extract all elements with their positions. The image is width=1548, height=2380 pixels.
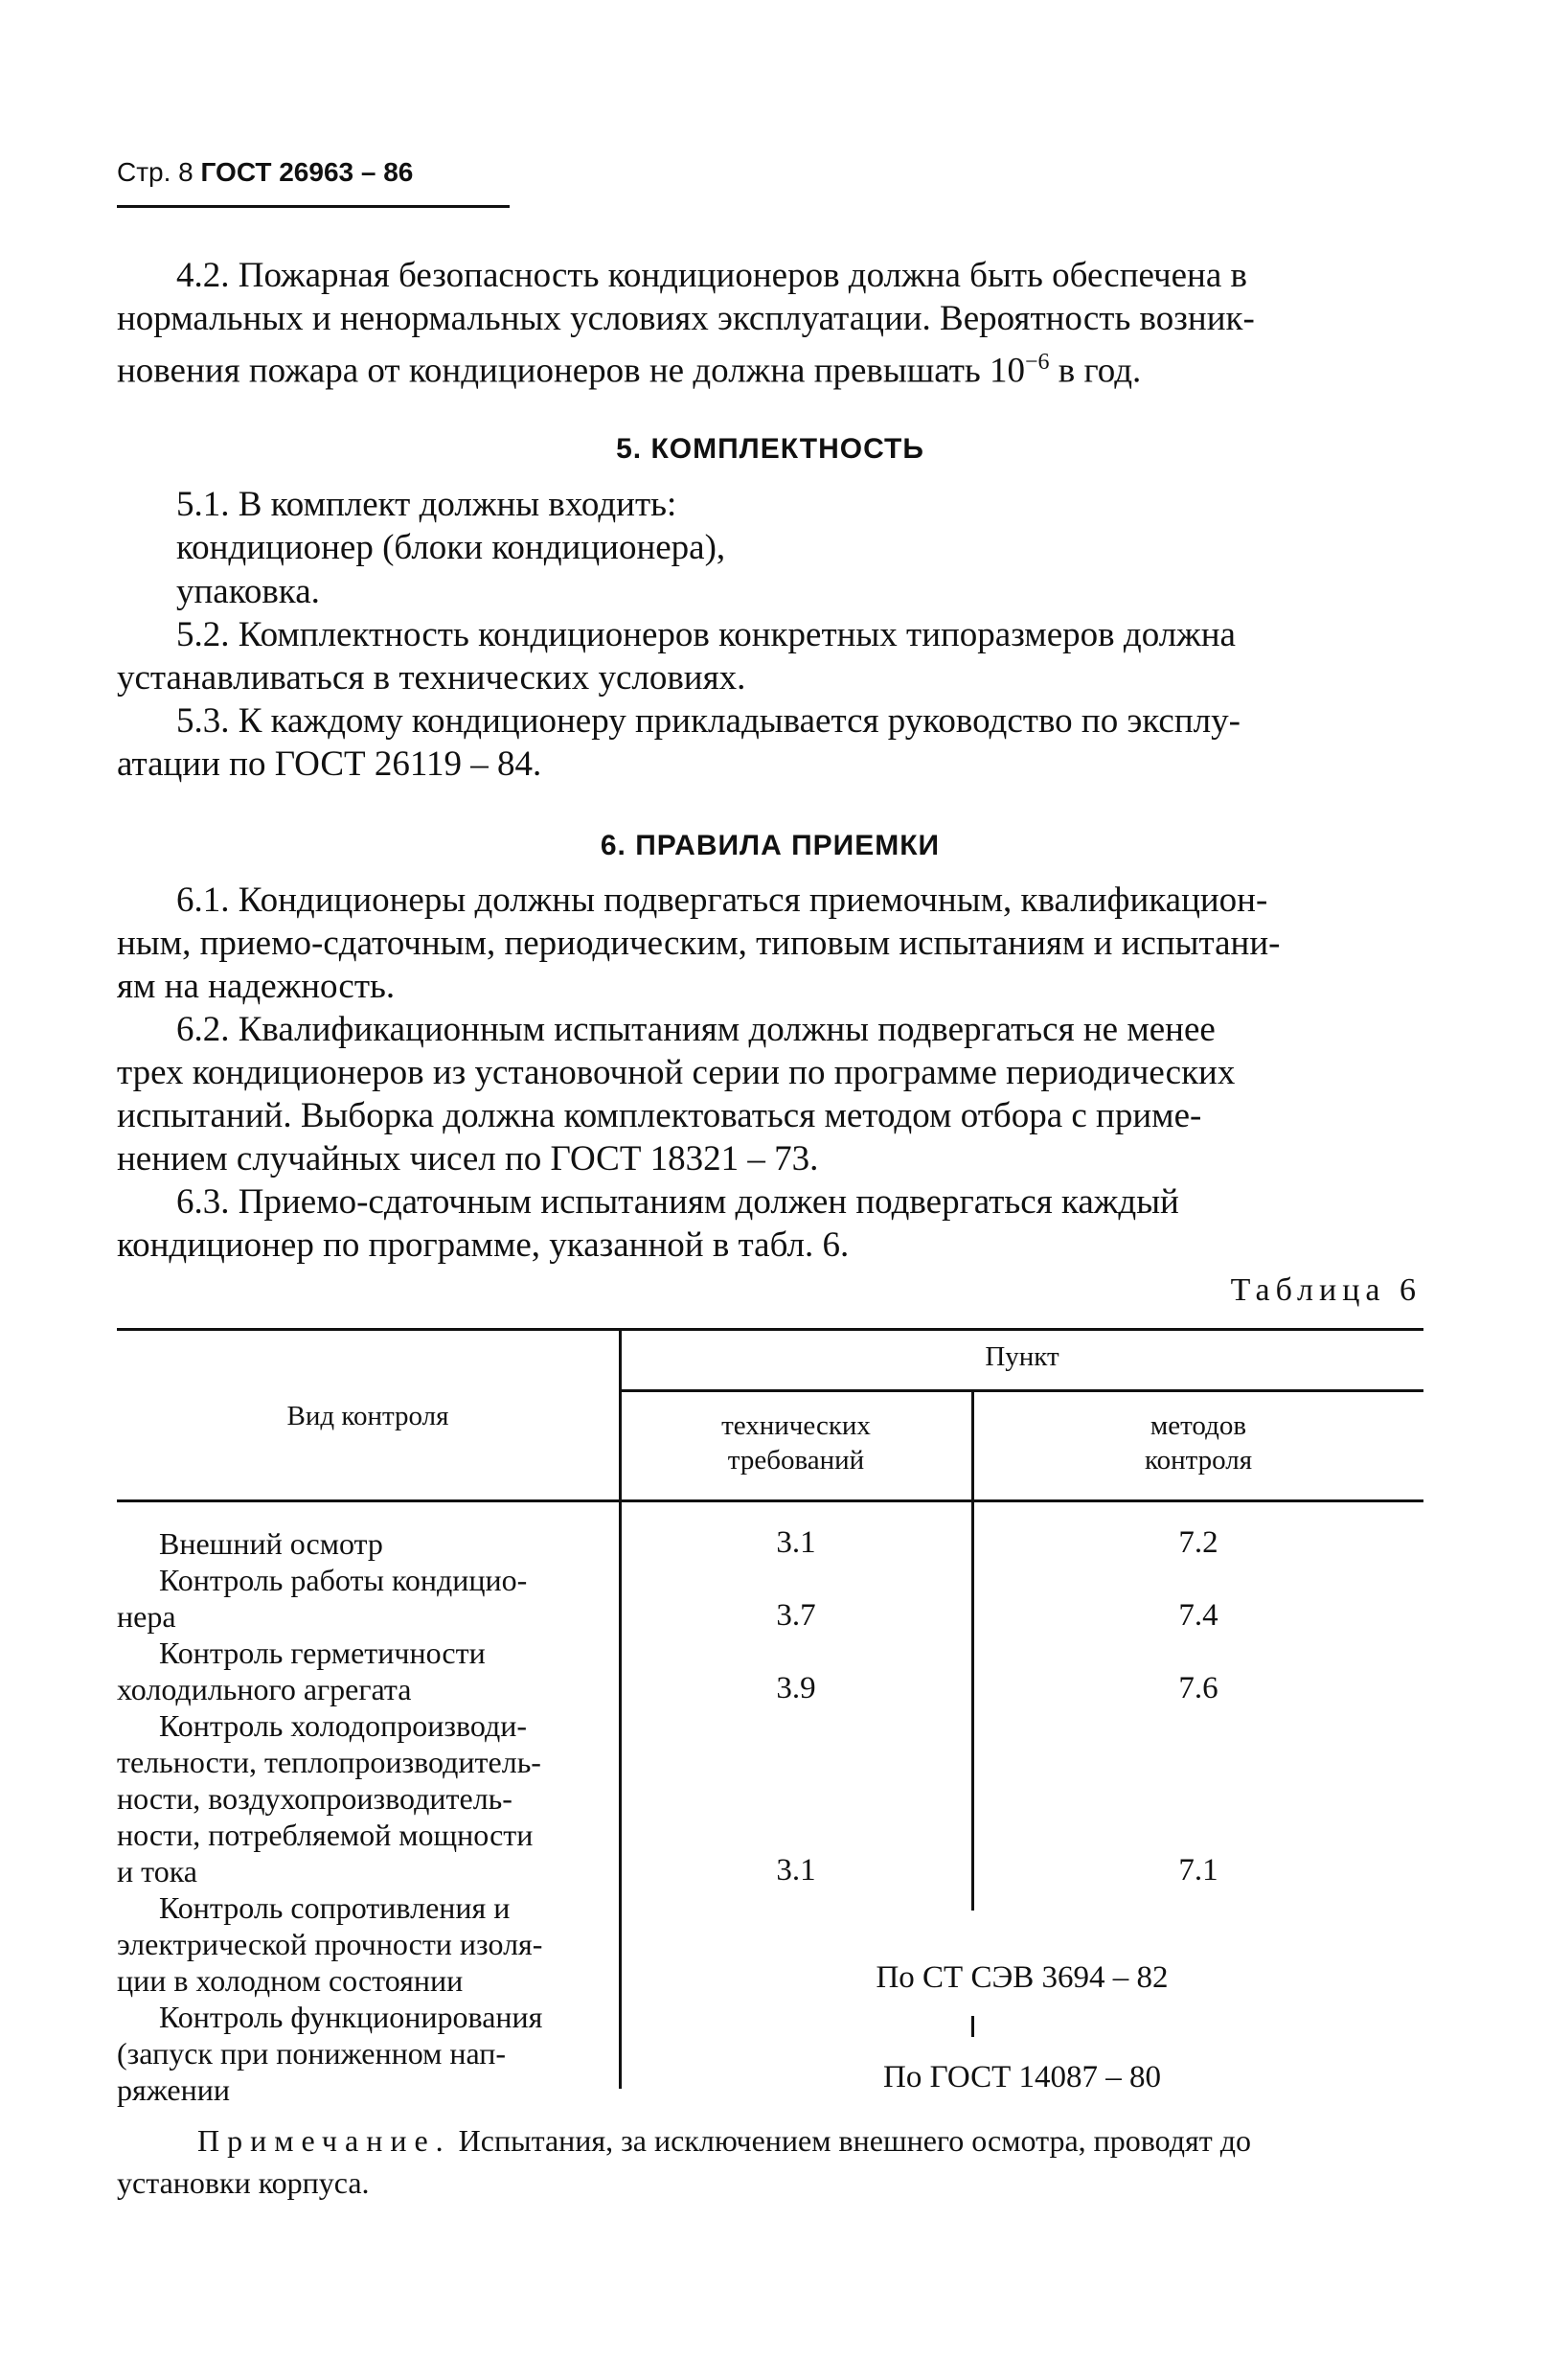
table-row [117,1999,542,2108]
para-4-2-line-1: 4.2. Пожарная безопасность кондиционеров должна быть обеспечена в [176,256,1247,295]
row-5-line-3: ции в холодном состоянии [117,1963,464,1998]
table-row [117,1707,541,1889]
header-method [973,1408,1423,1477]
table-caption: Таблица 6 [1230,1272,1422,1308]
table-row [117,1525,383,1562]
row-5-line-2: электрической прочности изоля- [117,1927,543,1961]
para-5-2-line-1: 5.2. Комплектность кондиционеров конкретных типоразмеров должна [176,615,1236,654]
para-4-2-tail: в год. [1049,351,1142,391]
page-label: Стр. 8 [117,157,194,187]
para-6-2-line-2: трех кондиционеров из установочной серии по программе периодических [117,1053,1236,1092]
row-4-line-2: тельности, теплопроизводитель- [117,1745,541,1779]
row-3-tech: 3.9 [776,1671,816,1705]
table-subheader-rule [621,1389,1423,1392]
row-2-line-1: Контроль работы кондицио- [159,1563,528,1597]
note-text: Испытания, за исключением внешнего осмотра, проводят до [450,2123,1251,2158]
para-6-1-line-2: ным, приемо-сдаточным, периодическим, типовым испытаниям и испытани- [117,924,1281,963]
header-tech-req [621,1408,971,1477]
header-tech-line-1: технических [721,1410,871,1441]
row-2-line-2: нера [117,1599,176,1634]
row-3-line-1: Контроль герметичности [159,1636,486,1670]
para-5-3-line-1: 5.3. К каждому кондиционеру прикладывается руководство по эксплу- [176,701,1241,741]
row-1-line-1: Внешний осмотр [159,1526,383,1561]
exponent: −6 [1025,350,1050,375]
para-4-2-line-2: нормальных и ненормальных условиях эксплуатации. Вероятность возник- [117,299,1255,338]
para-6-2-line-4: нением случайных чисел по ГОСТ 18321 – 73. [117,1139,819,1179]
para-5-3-line-2: атации по ГОСТ 26119 – 84. [117,744,542,784]
para-6-3-line-1: 6.3. Приемо-сдаточным испытаниям должен подвергаться каждый [176,1182,1179,1222]
row-4-line-3: ности, воздухопроизводитель- [117,1781,512,1816]
list-item-packaging: упаковка. [176,572,320,611]
para-5-2-line-2: устанавливаться в технических условиях. [117,658,746,698]
para-6-2-line-1: 6.2. Квалификационным испытаниям должны подвергаться не менее [176,1010,1216,1049]
row-2-tech: 3.7 [776,1598,816,1633]
header-method-line-1: методов [1150,1410,1247,1441]
table-row [117,1562,527,1635]
row-1-method: 7.2 [1178,1525,1218,1560]
row-6-line-1: Контроль функционирования [159,2000,543,2034]
table-row [117,1889,542,1999]
para-6-1-line-3: ям на надежность. [117,967,396,1006]
table-note [117,2119,1423,2204]
header-item: Пункт [985,1341,1059,1372]
para-4-2-line-3 [117,341,1141,392]
note-text-2: установки корпуса. [117,2165,370,2200]
row-5-merged: По СТ СЭВ 3694 – 82 [876,1960,1169,1995]
row-3-line-2: холодильного агрегата [117,1672,412,1706]
row-6-line-2: (запуск при пониженном нап- [117,2036,507,2071]
header-method-line-2: контроля [1144,1445,1253,1476]
list-item-conditioner: кондиционер (блоки кондиционера), [176,528,726,567]
row-4-line-5: и тока [117,1854,197,1888]
row-4-line-4: ности, потребляемой мощности [117,1818,534,1852]
note-label: Примечание. [197,2123,451,2158]
row-6-line-3: ряжении [117,2072,230,2107]
para-4-2-text: новения пожара от кондиционеров не должна превышать 10 [117,351,1025,391]
row-6-merged: По ГОСТ 14087 – 80 [883,2060,1161,2094]
row-3-method: 7.6 [1178,1671,1218,1705]
table-header-bottom-rule [117,1499,1423,1502]
section-6-title: 6. ПРАВИЛА ПРИЕМКИ [600,830,941,861]
page-header [117,157,413,188]
row-5-line-1: Контроль сопротивления и [159,1890,511,1925]
row-4-line-1: Контроль холодопроизводи- [159,1708,527,1743]
section-5-title: 5. КОМПЛЕКТНОСТЬ [616,433,924,465]
para-5-1: 5.1. В комплект должны входить: [176,485,677,524]
row-4-method: 7.1 [1178,1853,1218,1888]
table-col-divider-3 [971,2016,974,2037]
row-4-tech: 3.1 [776,1853,816,1888]
standard-number: ГОСТ 26963 – 86 [200,157,414,187]
header-rule [117,205,510,208]
header-control-type: Вид контроля [286,1401,449,1431]
table-row [117,1635,486,1707]
header-tech-line-2: требований [727,1445,865,1476]
para-6-2-line-3: испытаний. Выборка должна комплектоваться методом отбора с приме- [117,1096,1202,1135]
para-6-3-line-2: кондиционер по программе, указанной в табл. 6. [117,1225,850,1265]
para-6-1-line-1: 6.1. Кондиционеры должны подвергаться приемочным, квалификацион- [176,881,1268,920]
row-2-method: 7.4 [1178,1598,1218,1633]
table-top-rule [117,1328,1423,1331]
row-1-tech: 3.1 [776,1525,816,1560]
